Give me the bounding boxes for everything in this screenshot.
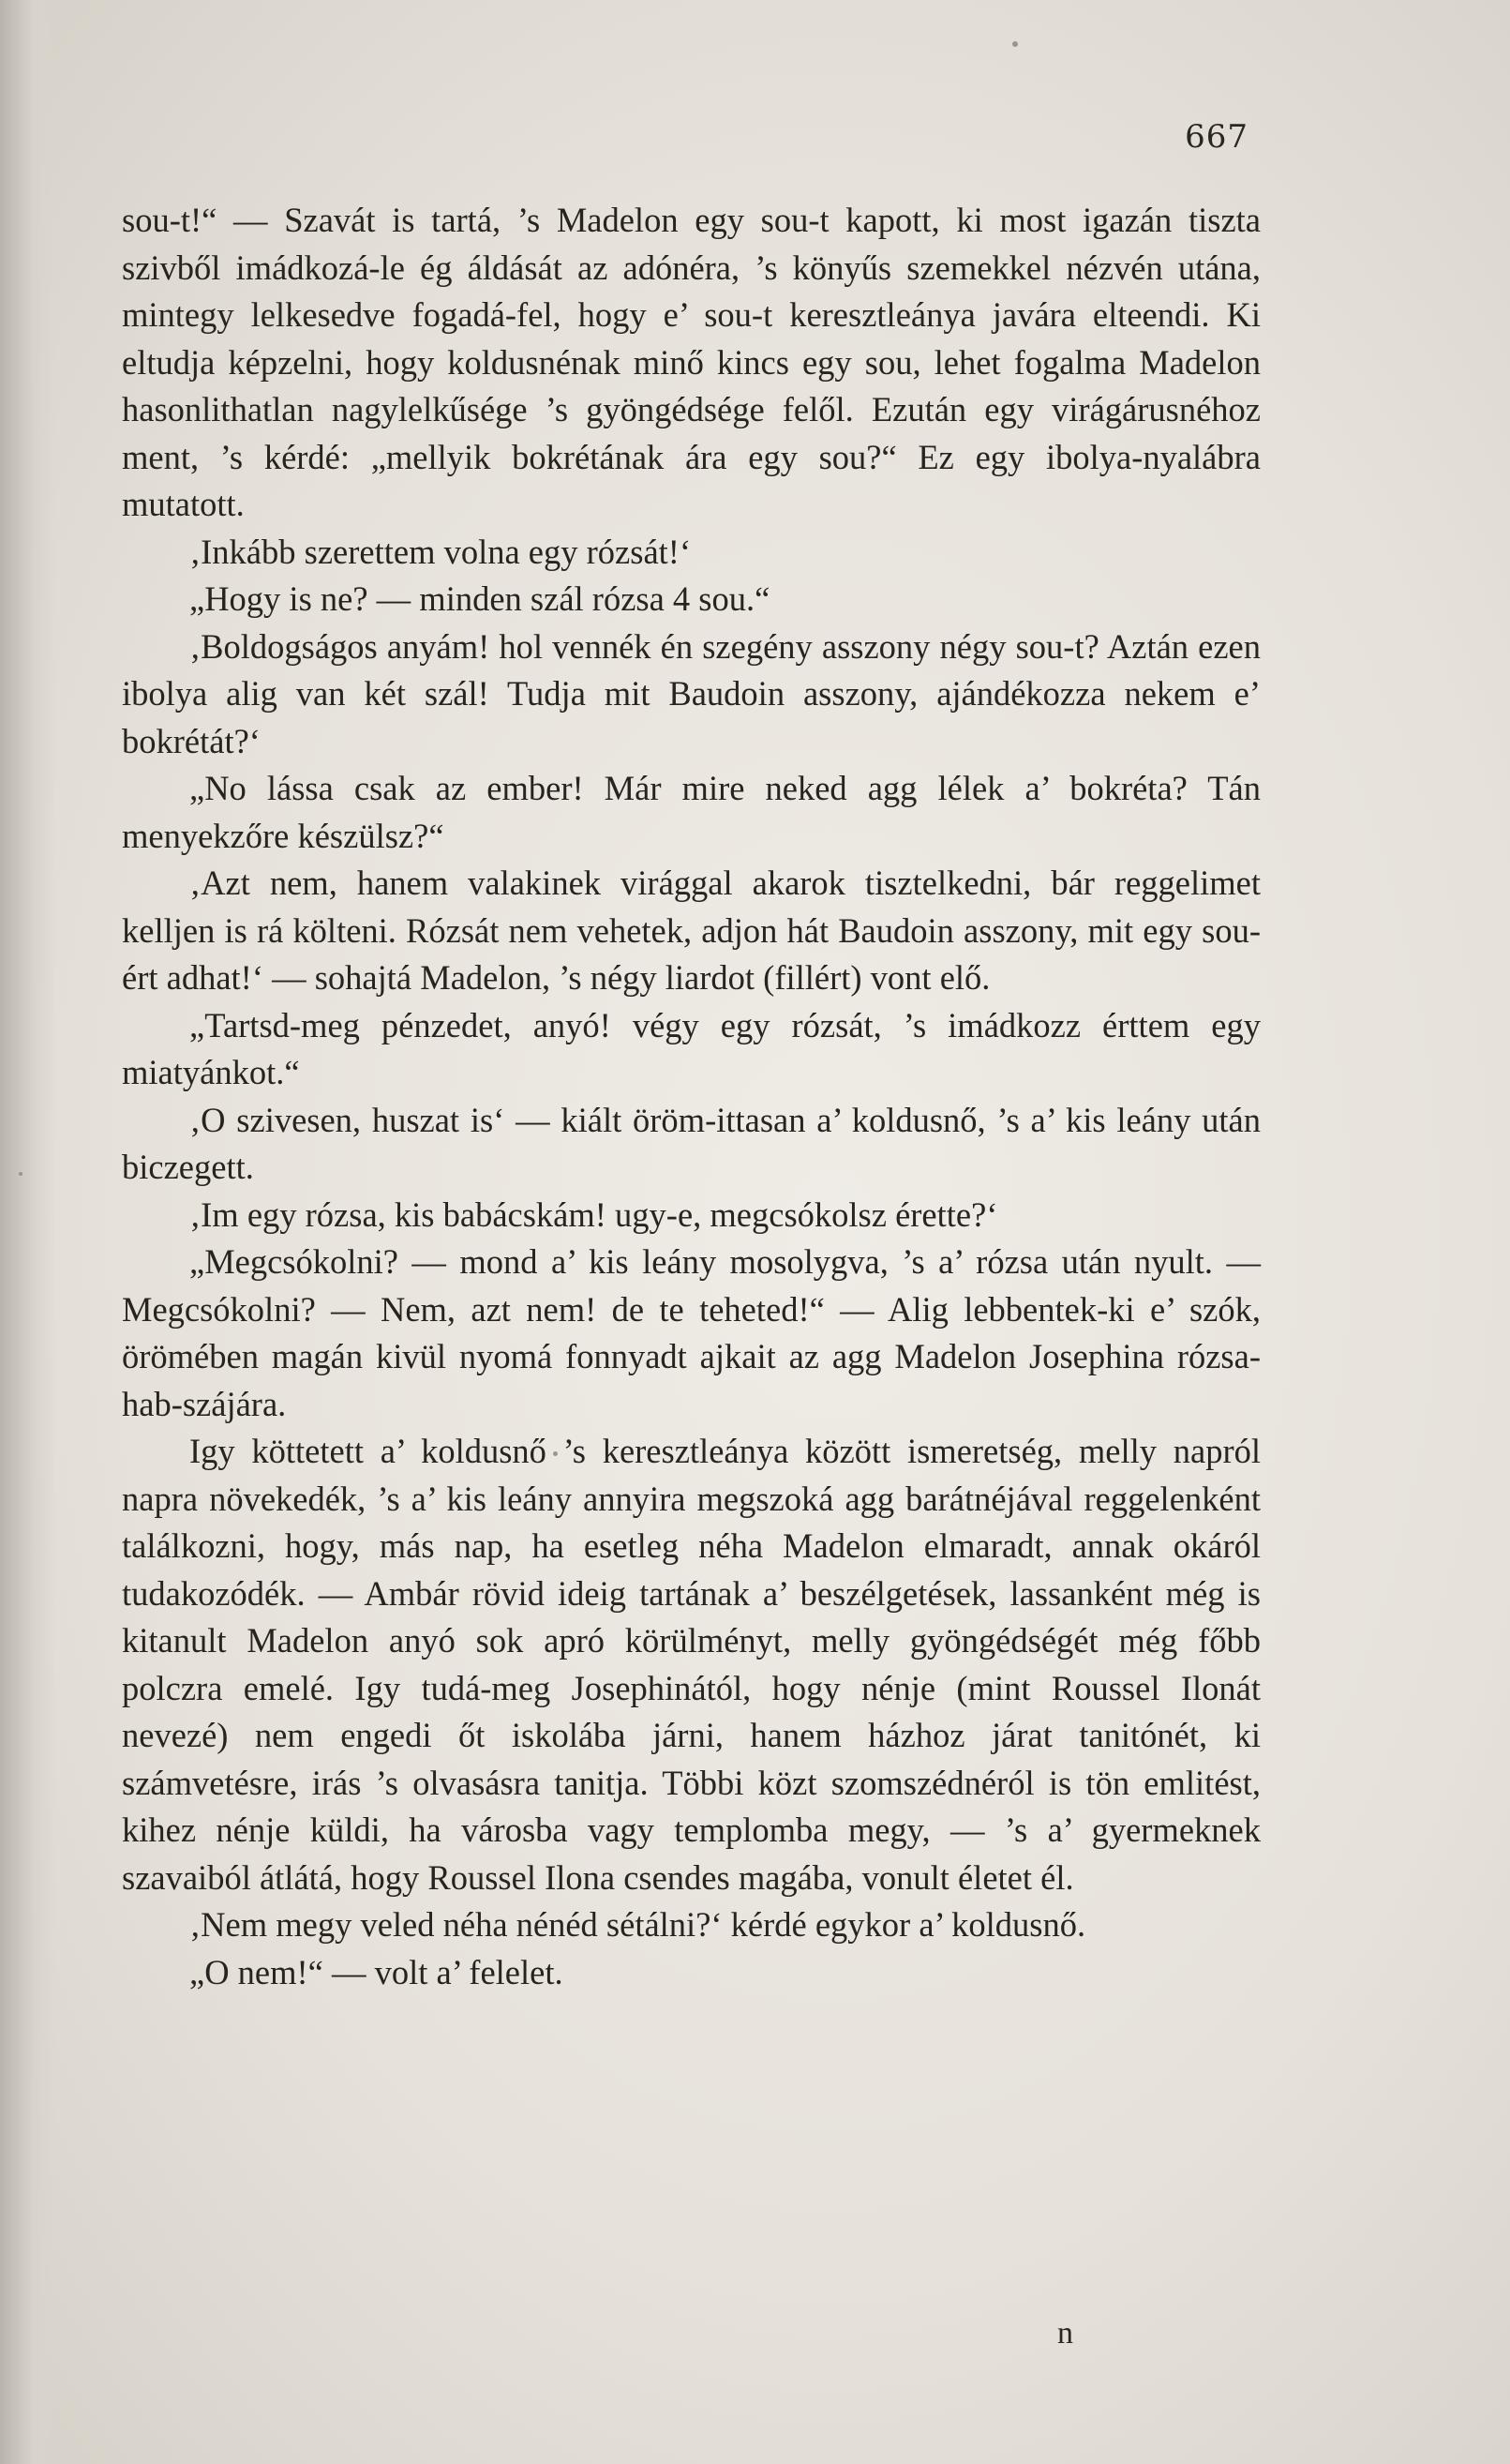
page-gutter-shadow [0, 0, 56, 2464]
paragraph: „Tartsd-meg pénzedet, anyó! végy egy rózsát, ’s imádkozz érttem egy miatyánkot.“ [122, 1005, 1261, 1091]
paragraph: ‚O szivesen, huszat is‘ — kiált öröm-ittasan a’ koldusnő, ’s a’ kis leány után biczegett. [122, 1100, 1261, 1186]
page-number: 667 [1185, 118, 1248, 156]
paragraph: ‚Boldogságos anyám! hol vennék én szegény asszony négy sou-t? Aztán ezen ibolya alig van két szál! Tudja mit Baudoin asszony, ajándékozza nekem e’ bokrétát?‘ [122, 626, 1261, 760]
paragraph: ‚Inkább szerettem volna egy rózsát!‘ [189, 532, 692, 571]
catchword: n [1057, 2316, 1073, 2351]
paragraph: „No lássa csak az ember! Már mire neked agg lélek a’ bokréta? Tán menyekzőre készülsz?“ [122, 769, 1261, 855]
paper-speck [1012, 41, 1018, 47]
paragraph: ‚Azt nem, hanem valakinek virággal akarok tisztelkedni, bár reggelimet kelljen is rá költeni. Rózsát nem vehetek, adjon hát Baudoin asszony, mit egy sou-ért adhat!‘ — sohajtá Madelon, ’s négy liardot (fillért) vont elő. [122, 864, 1261, 997]
paragraph: sou-t!“ — Szavát is tartá, ’s Madelon egy sou-t kapott, ki most igazán tiszta szivből imádkozá-le ég áldását az adónéra, ’s könyűs szemekkel nézvén utána, mintegy lelkesedve fogadá-fel, hogy e’ sou-t keresztleánya javára elteendi. Ki eltudja képzelni, hogy koldusnénak minő kincs egy sou, lehet fogalma Madelon hasonlithatlan nagylelkűsége ’s gyöngédsége felől. Ezután egy virágárusnéhoz ment, ’s kérdé: „mellyik bokrétának ára egy sou?“ Ez egy ibolya-nyalábra mutatott. [122, 201, 1261, 523]
paragraph: Igy köttetett a’ koldusnő ’s keresztleánya között ismeretség, melly napról napra növekedék, ’s a’ kis leány annyira megszoká agg barátnéjával reggelenként találkozni, hogy, más nap, ha esetleg néha Madelon elmaradt, annak okáról tudakozódék. — Ambár rövid ideig tartának a’ beszélgetések, lassanként még is kitanult Madelon anyó sok apró körülményt, melly gyöngédségét még főbb polczra emelé. Igy tudá-meg Josephinától, hogy nénje (mint Roussel Ilonát nevezé) nem engedi őt iskolába járni, hanem házhoz járat tanitónét, ki számvetésre, irás ’s olvasásra tanitja. Többi közt szomszédnéról is tön emlitést, kihez nénje küldi, ha városba vagy templomba megy, — ’s a’ gyermeknek szavaiból átlátá, hogy Roussel Ilona csendes magába, vonult életet él. [122, 1432, 1261, 1897]
paper-speck [19, 1172, 22, 1176]
body-text [122, 197, 1261, 1996]
paragraph: ‚Im egy rózsa, kis babácskám! ugy-e, megcsókolsz érette?‘ [189, 1194, 998, 1234]
paragraph: „Megcsókolni? — mond a’ kis leány mosolygva, ’s a’ rózsa után nyult. — Megcsókolni? — Nem, azt nem! de te teheted!“ — Alig lebbentek-ki e’ szók, örömében magán kivül nyomá fonnyadt ajkait az agg Madelon Josephina rózsa-hab-szájára. [122, 1242, 1261, 1423]
paragraph: „Hogy is ne? — minden szál rózsa 4 sou.“ [189, 579, 770, 618]
paragraph: ‚Nem megy veled néha nénéd sétálni?‘ kérdé egykor a’ koldusnő. [189, 1905, 1086, 1944]
paragraph: „O nem!“ — volt a’ felelet. [189, 1952, 563, 1991]
